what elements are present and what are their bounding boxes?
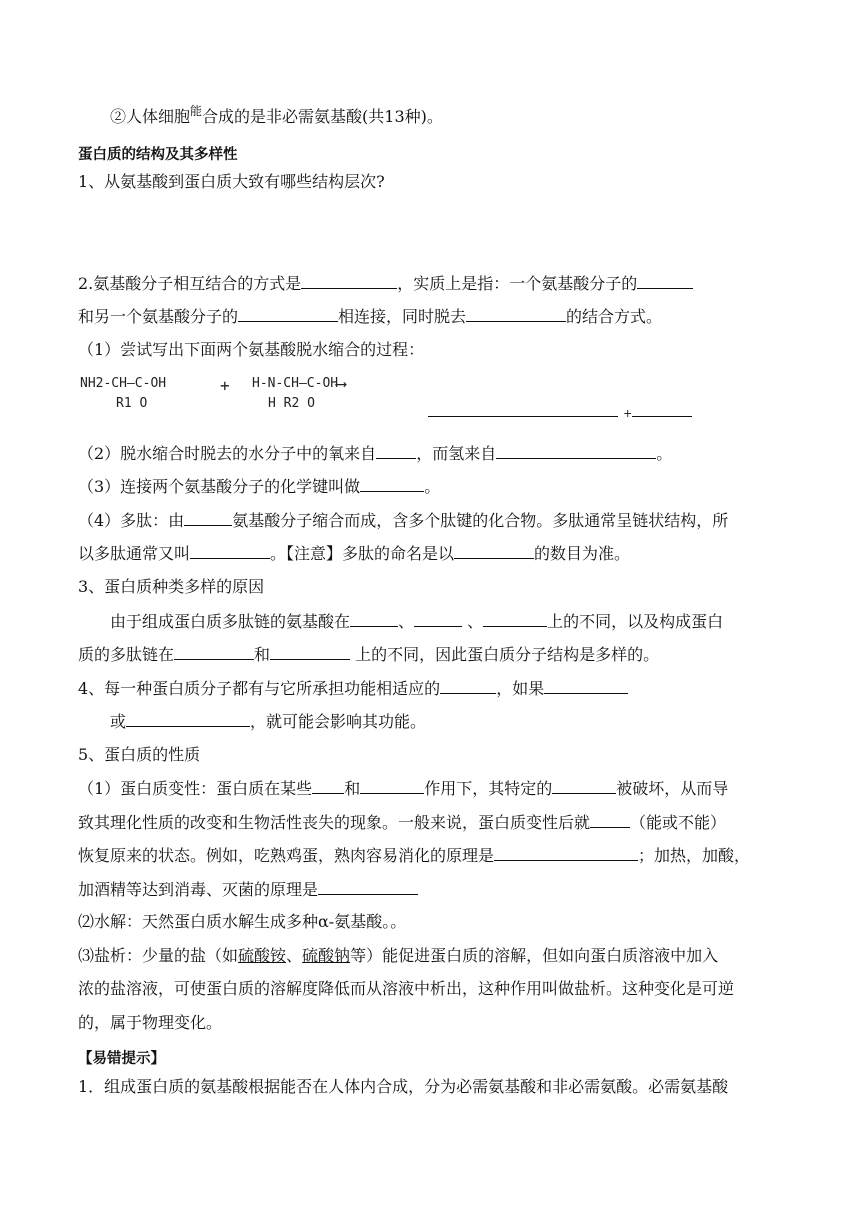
superscript-note: 能	[190, 104, 203, 118]
answer-blank[interactable]	[270, 644, 350, 660]
answer-blank[interactable]	[496, 443, 656, 459]
answer-blank[interactable]	[483, 611, 547, 627]
answer-blank[interactable]	[454, 543, 534, 559]
sub-question-4-line-2: 以多肽通常又叫 。【注意】多肽的命名是以 的数目为准。	[78, 544, 631, 563]
answer-blank[interactable]	[238, 306, 338, 322]
answer-blank[interactable]	[552, 778, 616, 794]
answer-blank[interactable]	[376, 443, 416, 459]
answer-blank[interactable]	[428, 401, 618, 417]
answer-blank[interactable]	[318, 879, 418, 895]
product-blanks: +	[428, 401, 692, 424]
answer-blank[interactable]	[466, 306, 566, 322]
sub-question-4-line-1: （4）多肽：由 氨基酸分子缩合而成，含多个肽键的化合物。多肽通常呈链状结构，所	[78, 511, 729, 530]
answer-blank[interactable]	[126, 711, 250, 727]
answer-blank[interactable]	[590, 812, 630, 828]
property-3-line-3: 的，属于物理变化。	[78, 1013, 223, 1032]
answer-blank[interactable]	[494, 845, 638, 861]
property-1-line-1: （1）蛋白质变性：蛋白质在某些 和 作用下，其特定的 被破坏，从而导	[78, 779, 729, 798]
property-1-line-4: 加酒精等达到消毒、灭菌的原理是	[78, 879, 418, 900]
sub-question-2: （2）脱水缩合时脱去的水分子中的氧来自 ，而氢来自 。	[78, 444, 673, 463]
answer-blank[interactable]	[414, 611, 462, 627]
answer-blank[interactable]	[350, 611, 398, 627]
answer-blank[interactable]	[544, 678, 628, 694]
property-3-line-1: ⑶盐析：少量的盐（如硫酸铵、硫酸钠等）能促进蛋白质的溶解，但如向蛋白质溶液中加入	[78, 946, 719, 965]
property-1-line-2: 致其理化性质的改变和生物活性丧失的现象。一般来说，蛋白质变性后就 （能或不能）	[78, 813, 727, 832]
property-2: ⑵水解：天然蛋白质水解生成多种α-氨基酸。。	[78, 912, 407, 931]
question-3-line-2: 质的多肽链在 和 上的不同，因此蛋白质分子结构是多样的。	[78, 645, 660, 664]
answer-blank[interactable]	[174, 644, 254, 660]
question-2-line-2: 和另一个氨基酸分子的 相连接，同时脱去 的结合方式。	[78, 307, 663, 326]
answer-blank[interactable]	[360, 778, 424, 794]
answer-blank[interactable]	[190, 543, 270, 559]
answer-blank[interactable]	[440, 678, 496, 694]
reaction-arrow: ⟶	[336, 374, 346, 393]
amino-acid-1-substituents: R1 O	[116, 396, 148, 411]
answer-blank[interactable]	[184, 510, 232, 526]
answer-blank[interactable]	[632, 401, 692, 417]
text-line: ②人体细胞$^能$合成的是非必需氨基酸(共13种)。	[110, 104, 443, 126]
amino-acid-2-substituents: H R2 O	[268, 396, 315, 411]
dehydration-formula	[80, 374, 420, 418]
section-heading-tips: 【易错提示】	[78, 1051, 165, 1067]
question-1: 1、从氨基酸到蛋白质大致有哪些结构层次?	[78, 172, 385, 191]
question-3: 3、蛋白质种类多样的原因	[78, 577, 265, 596]
tip-1: 1．组成蛋白质的氨基酸根据能否在人体内合成，分为必需氨基酸和非必需氨酸。必需氨基酸	[78, 1077, 729, 1096]
question-4-line-2: 或 ，就可能会影响其功能。	[110, 712, 427, 731]
question-4-line-1: 4、每一种蛋白质分子都有与它所承担功能相适应的 ，如果	[78, 678, 628, 699]
property-1-line-3: 恢复原来的状态。例如，吃熟鸡蛋，熟肉容易消化的原理是 ；加热，加酸，	[78, 846, 751, 865]
plus-sign: +	[220, 376, 230, 395]
section-heading-structure: 蛋白质的结构及其多样性	[78, 147, 238, 163]
question-5: 5、蛋白质的性质	[78, 745, 201, 764]
property-3-line-2: 浓的盐溶液，可使蛋白质的溶解度降低而从溶液中析出，这种作用叫做盐析。这种变化是可逆	[78, 979, 735, 998]
answer-blank[interactable]	[301, 273, 397, 289]
question-2-line-1: 2.氨基酸分子相互结合的方式是 ，实质上是指：一个氨基酸分子的	[78, 273, 693, 294]
underlined-term: 硫酸铵	[238, 946, 287, 965]
amino-acid-1: NH2-CH—C-OH	[80, 376, 167, 391]
sub-question-1: （1）尝试写出下面两个氨基酸脱水缩合的过程：	[78, 340, 425, 359]
question-3-line-1: 由于组成蛋白质多肽链的氨基酸在 、 、 上的不同，以及构成蛋白	[110, 612, 724, 631]
underlined-term: 硫酸钠	[302, 946, 351, 965]
answer-blank[interactable]	[312, 778, 344, 794]
answer-blank[interactable]	[637, 273, 693, 289]
answer-blank[interactable]	[360, 476, 424, 492]
amino-acid-2: H-N-CH—C-OH	[252, 376, 339, 391]
sub-question-3: （3）连接两个氨基酸分子的化学键叫做 。	[78, 477, 441, 496]
